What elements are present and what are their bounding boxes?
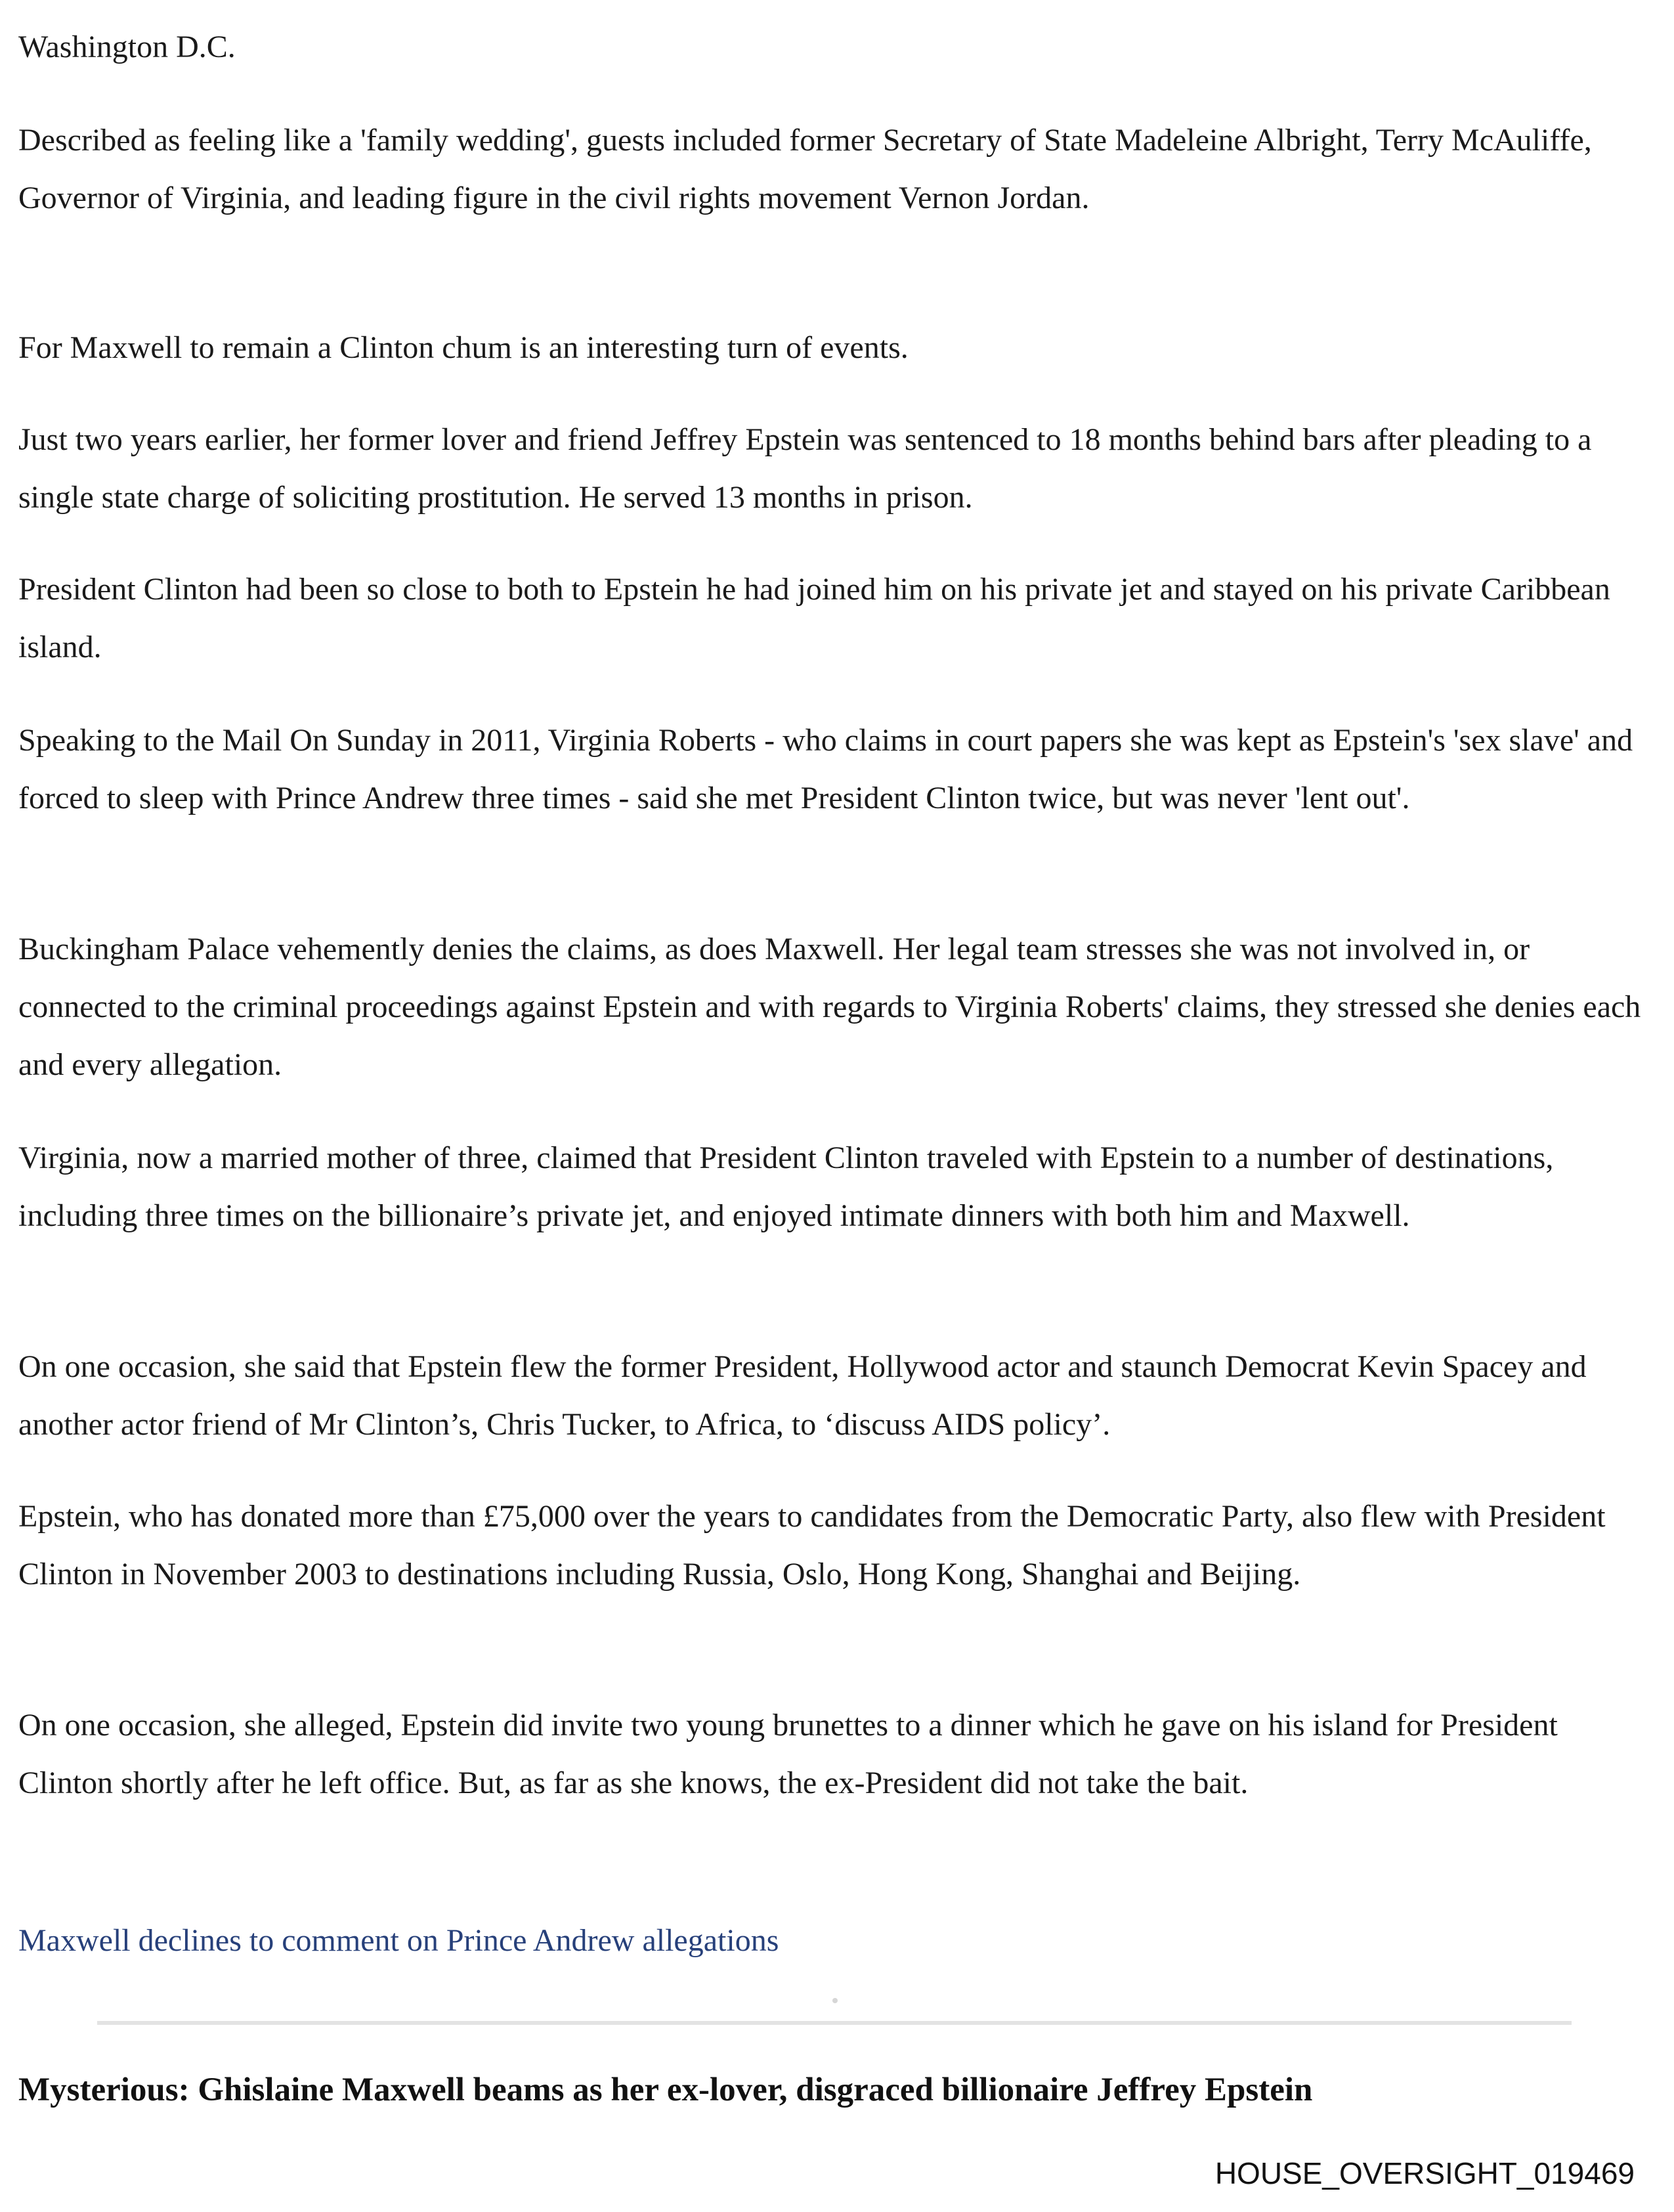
related-article-link[interactable]: Maxwell declines to comment on Prince Andrew allegations — [18, 1923, 779, 1958]
paragraph-island-dinner: On one occasion, she alleged, Epstein did invite two young brunettes to a dinner which he gave on his island for President Clinton shortly after he left office. But, as far as she knows, the ex-President did not take the bait. — [18, 1708, 1558, 1800]
paragraph-destinations: Virginia, now a married mother of three, claimed that President Clinton traveled with Epstein to a number of destinations, including three times on the billionaire’s private jet, and enjoyed intimate dinners with both him and Maxwell. — [18, 1140, 1554, 1233]
bates-number: HOUSE_OVERSIGHT_019469 — [1214, 2156, 1635, 2190]
section-divider — [97, 2021, 1572, 2025]
paragraph-palace-denial: Buckingham Palace vehemently denies the claims, as does Maxwell. Her legal team stresses she was not involved in, or connected to the criminal proceedings against Epstein and with regards to Virginia Roberts' claims, they stressed she denies each and every allegation. — [18, 932, 1641, 1082]
paragraph-private-jet: President Clinton had been so close to both to Epstein he had joined him on his private jet and stayed on his private Caribbean island. — [18, 572, 1610, 664]
image-caption: Mysterious: Ghislaine Maxwell beams as her ex-lover, disgraced billionaire Jeffrey Epstein — [18, 2071, 1313, 2108]
paragraph-clinton-chum: For Maxwell to remain a Clinton chum is an interesting turn of events. — [18, 330, 909, 365]
paragraph-donations: Epstein, who has donated more than £75,000 over the years to candidates from the Democratic Party, also flew with President Clinton in November 2003 to destinations including Russia, Oslo, Hong Kong, Shanghai and Beijing. — [18, 1499, 1606, 1592]
paragraph-epstein-sentence: Just two years earlier, her former lover and friend Jeffrey Epstein was sentenced to 18 months behind bars after pleading to a single state charge of soliciting prostitution. He served 13 months in prison. — [18, 422, 1592, 515]
paragraph-africa-trip: On one occasion, she said that Epstein flew the former President, Hollywood actor and staunch Democrat Kevin Spacey and another actor friend of Mr Clinton’s, Chris Tucker, to Africa, to ‘discuss AIDS policy’. — [18, 1349, 1587, 1442]
separator-dot — [832, 1998, 838, 2003]
paragraph-virginia-roberts: Speaking to the Mail On Sunday in 2011, Virginia Roberts - who claims in court papers she was kept as Epstein's 'sex slave' and forced to sleep with Prince Andrew three times - said she met President Clinton twice, but was never 'lent out'. — [18, 723, 1633, 815]
location-line: Washington D.C. — [18, 30, 236, 64]
paragraph-guests: Described as feeling like a 'family wedding', guests included former Secretary of State Madeleine Albright, Terry McAuliffe, Governor of Virginia, and leading figure in the civil rights movement Vernon Jordan. — [18, 123, 1592, 215]
